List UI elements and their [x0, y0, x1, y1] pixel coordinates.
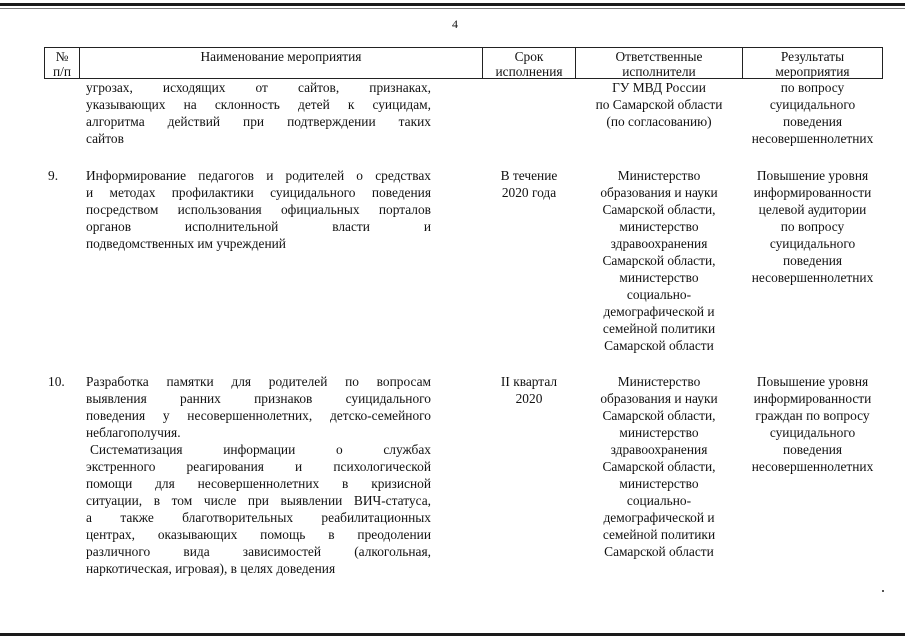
responsible-line: образования и науки — [600, 185, 718, 200]
result-line: суицидального — [769, 425, 856, 440]
header-results: Результаты мероприятия — [742, 47, 883, 79]
scan-speck — [882, 590, 884, 592]
page-number: 4 — [452, 17, 458, 31]
event-name-line: Информирование педагогов и родителей о средствах — [86, 168, 431, 183]
result-line: поведения — [782, 114, 843, 129]
result-line: несовершеннолетних — [751, 270, 874, 285]
responsible-line: социально- — [626, 493, 692, 508]
responsible-line: по Самарской области — [595, 97, 723, 112]
deadline-line: II квартал — [500, 374, 558, 389]
responsible-line: Министерство — [617, 168, 701, 183]
deadline-line: 2020 года — [501, 185, 557, 200]
row-number — [48, 167, 78, 184]
event-name-line: неблагополучия. — [86, 425, 181, 440]
responsible-line: Самарской области — [604, 338, 714, 353]
result — [742, 373, 883, 475]
deadline — [482, 373, 576, 407]
responsible-line: социально- — [626, 287, 692, 302]
result-line: суицидального — [769, 236, 856, 251]
event-name-line: ситуации, в том числе при выявлении ВИЧ-статуса, — [86, 493, 431, 508]
result-line: несовершеннолетних — [751, 131, 874, 146]
responsible-line: здравоохранения — [610, 442, 708, 457]
responsible-line: Самарской области — [604, 544, 714, 559]
row-number-line: 9. — [48, 168, 59, 183]
row-number — [48, 373, 78, 390]
result-line: Повышение уровня — [756, 168, 869, 183]
event-name — [86, 79, 431, 147]
responsible-line: демографической и — [603, 510, 715, 525]
result — [742, 167, 883, 286]
event-name-line: органов исполнительной власти и — [86, 219, 431, 234]
result-line: по вопросу — [780, 80, 845, 95]
bottom-border — [0, 633, 905, 636]
responsible-line: министерство — [619, 425, 699, 440]
responsible-line: ГУ МВД России — [612, 80, 706, 95]
header-event-name: Наименование мероприятия — [79, 47, 483, 79]
result-line: целевой аудитории — [758, 202, 867, 217]
top-border-thin — [0, 8, 905, 9]
event-name-line: посредством использования официальных порталов — [86, 202, 431, 217]
responsible-line: министерство — [619, 219, 699, 234]
result-line: граждан по вопросу — [755, 408, 870, 423]
row-number-line: 10. — [48, 374, 65, 389]
deadline-line: 2020 — [515, 391, 543, 406]
deadline-line: В течение — [500, 168, 558, 183]
header-deadline: Срок исполнения — [482, 47, 576, 79]
responsible-line: (по согласованию) — [606, 114, 712, 129]
responsible-line: Самарской области, — [602, 202, 716, 217]
event-name-line: помощи для несовершеннолетних в кризисной — [86, 476, 431, 491]
event-name-line: алгоритма действий при подтверждении таких — [86, 114, 431, 129]
responsible-line: образования и науки — [600, 391, 718, 406]
event-name-line: различного вида зависимостей (алкогольная, — [86, 544, 431, 559]
result-line: поведения — [782, 442, 843, 457]
event-name-line: выявления ранних признаков суицидального — [86, 391, 431, 406]
result-line: информированности — [753, 185, 872, 200]
result-line: информированности — [753, 391, 872, 406]
event-name — [86, 373, 431, 577]
responsible-line: Самарской области, — [602, 253, 716, 268]
responsible-line: министерство — [619, 476, 699, 491]
responsible-line: Самарской области, — [602, 408, 716, 423]
event-name-line: указывающих на склонность детей к суицидам, — [86, 97, 431, 112]
top-border — [0, 3, 905, 6]
event-name-line: наркотическая, игровая), в целях доведения — [86, 561, 336, 576]
event-name-line: экстренного реагирования и психологической — [86, 459, 431, 474]
responsible-line: семейной политики — [602, 321, 716, 336]
result-line: поведения — [782, 253, 843, 268]
result — [742, 79, 883, 147]
event-name-line: угрозах, исходящих от сайтов, признаках, — [86, 80, 431, 95]
result-line: по вопросу — [780, 219, 845, 234]
responsible-line: министерство — [619, 270, 699, 285]
event-name-line: а также благотворительных реабилитационных — [86, 510, 431, 525]
header-number: № п/п — [44, 47, 80, 79]
event-name-line: и методах профилактики суицидального поведения — [86, 185, 431, 200]
event-name-line: подведомственных им учреждений — [86, 236, 286, 251]
responsible — [575, 373, 743, 560]
event-name-line: поведения у несовершеннолетних, детско-семейного — [86, 408, 431, 423]
result-line: Повышение уровня — [756, 374, 869, 389]
header-responsible: Ответственные исполнители — [575, 47, 743, 79]
event-name-line: Систематизация информации о службах — [90, 442, 431, 457]
responsible — [575, 79, 743, 130]
responsible-line: семейной политики — [602, 527, 716, 542]
responsible-line: Самарской области, — [602, 459, 716, 474]
result-line: несовершеннолетних — [751, 459, 874, 474]
result-line: суицидального — [769, 97, 856, 112]
responsible-line: демографической и — [603, 304, 715, 319]
responsible-line: здравоохранения — [610, 236, 708, 251]
event-name-line: сайтов — [86, 131, 124, 146]
responsible — [575, 167, 743, 354]
event-name-line: центрах, оказывающих помощь в преодолении — [86, 527, 431, 542]
event-name-line: Разработка памятки для родителей по вопросам — [86, 374, 431, 389]
event-name — [86, 167, 431, 252]
deadline — [482, 167, 576, 201]
responsible-line: Министерство — [617, 374, 701, 389]
